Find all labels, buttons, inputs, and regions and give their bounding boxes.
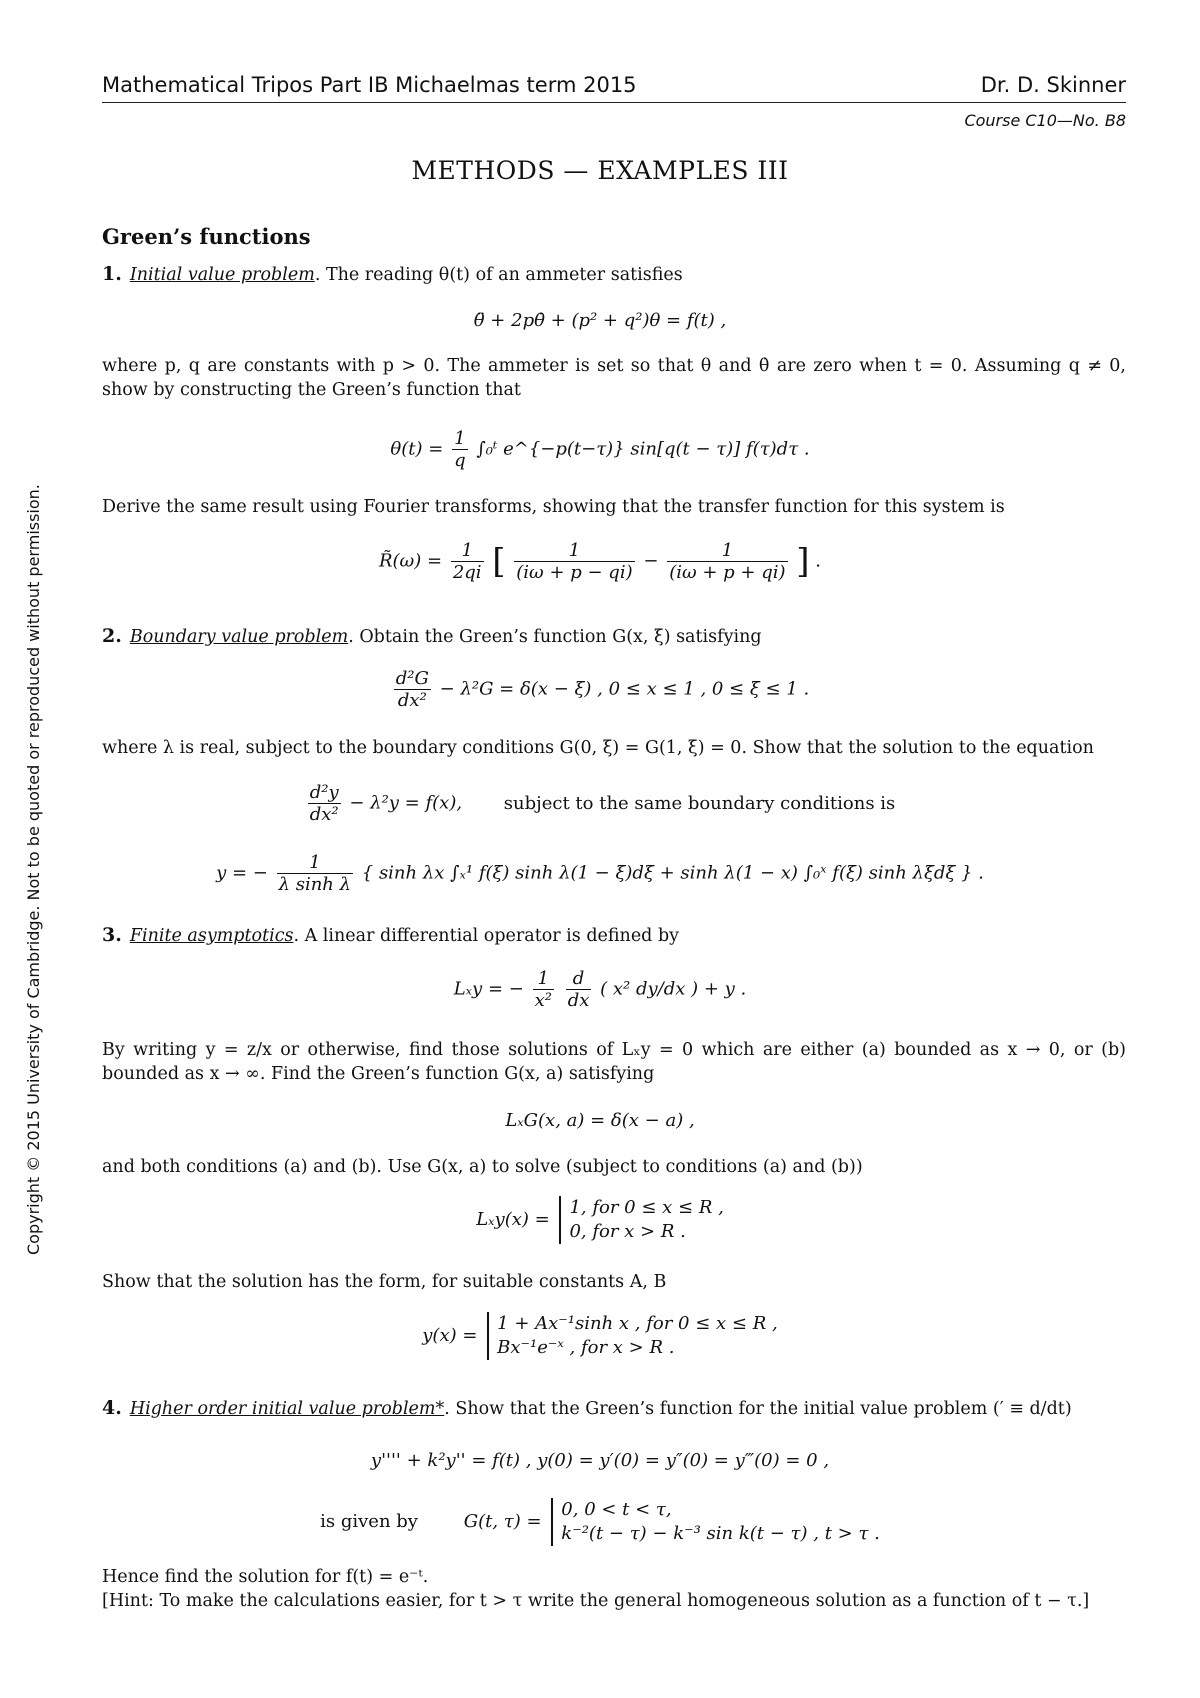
q2-eq2-rhs: − λ²y = f(x), — [349, 792, 463, 814]
q4-eq2-case-2: k⁻²(t − τ) − k⁻³ sin k(t − τ) , t > τ . — [561, 1523, 880, 1544]
q4-given-by: is given by — [320, 1511, 418, 1532]
q2-eq3-fraction — [277, 852, 353, 895]
q1-number: 1. — [102, 263, 122, 285]
q1-eq2-rhs: ∫₀ᵗ e^{−p(t−τ)} sin[q(t − τ)] f(τ)dτ . — [476, 438, 810, 460]
q3-eq1-d-den: dx — [567, 990, 590, 1011]
q3-eq1-fraction — [533, 968, 554, 1011]
q1-eq2-lhs: θ(t) = — [390, 438, 444, 460]
q2-eq3-den: λ sinh λ — [278, 874, 352, 895]
q4-eq2-case-1: 0, 0 < t < τ, — [561, 1499, 672, 1520]
q3-text-4: Show that the solution has the form, for suitable constants A, B — [102, 1272, 667, 1292]
q2-eq3-rhs: { sinh λx ∫ₓ¹ f(ξ) sinh λ(1 − ξ)dξ + sinh λ(1 − x) ∫₀ˣ f(ξ) sinh λξdξ } . — [361, 862, 984, 884]
q2-number: 2. — [102, 625, 122, 647]
q2-eq1-den: dx² — [394, 689, 431, 711]
header-author: Dr. D. Skinner — [980, 73, 1126, 97]
q1-eq3-den: 2qi — [452, 562, 482, 583]
q3-eq1-den: x² — [534, 990, 552, 1011]
q2-intro — [102, 624, 1126, 649]
q4-text-2: Hence find the solution for f(t) = e⁻ᵗ. — [102, 1567, 429, 1587]
q2-eq1-rhs: − λ²G = δ(x − ξ) , 0 ≤ x ≤ 1 , 0 ≤ ξ ≤ 1 . — [439, 678, 810, 700]
q3-eq4-case-2: Bx⁻¹e⁻ˣ , for x > R . — [497, 1337, 675, 1358]
q1-intro — [102, 262, 1126, 287]
q1-equation-1: θ̈ + 2pθ̇ + (p² + q²)θ = f(t) , — [473, 310, 727, 331]
q1-equation-2 — [0, 428, 1200, 471]
q3-text-2: By writing y = z/x or otherwise, find those solutions of Lₓy = 0 which are either (a) bounded as x → 0, or (b) bounded as x → ∞. Find the Green’s function G(x, a) satisfying — [102, 1040, 1126, 1084]
q2-eq3-lhs: y = − — [216, 862, 268, 884]
document-title: METHODS — EXAMPLES III — [411, 156, 789, 185]
section-title: Green’s functions — [102, 224, 311, 249]
q4-hint: [Hint: To make the calculations easier, for t > τ write the general homogeneous solution as a function of t − τ.] — [102, 1591, 1090, 1611]
q3-eq3-case-1: 1, for 0 ≤ x ≤ R , — [569, 1197, 724, 1218]
q2-eq1-num: d²G — [395, 668, 429, 689]
q1-eq3-b-num: 1 — [721, 540, 734, 561]
q1-eq3-term-a — [514, 540, 634, 583]
q4-eq2-lhs: G(t, τ) = — [463, 1511, 542, 1532]
q3-eq4-cases — [487, 1312, 778, 1360]
q2-equation-2 — [0, 782, 1200, 825]
q3-number: 3. — [102, 924, 122, 946]
q3-eq1-rhs: ( x² dy/dx ) + y . — [600, 978, 747, 1000]
q2-eq1-fraction — [394, 668, 431, 711]
q1-eq3-num: 1 — [461, 540, 473, 561]
q1-title: Initial value problem — [129, 265, 315, 285]
header-rule — [102, 102, 1126, 103]
q1-eq2-fraction — [452, 428, 468, 471]
q4-equation-2 — [0, 1498, 1200, 1546]
q1-eq3-fraction — [451, 540, 484, 583]
q1-eq2-den: q — [454, 450, 466, 471]
q2-equation-1 — [0, 668, 1200, 711]
q3-eq1-d-num: d — [572, 968, 585, 989]
q3-equation-1 — [0, 968, 1200, 1011]
q3-eq1-num: 1 — [537, 968, 549, 989]
course-code: Course C10—No. B8 — [964, 111, 1126, 130]
q2-eq3-num: 1 — [309, 852, 321, 873]
q1-eq2-num: 1 — [454, 428, 466, 449]
q3-text-3: and both conditions (a) and (b). Use G(x, a) to solve (subject to conditions (a) and (b)) — [102, 1157, 863, 1177]
q1-equation-3: R̃(ω) = $\frac{1}{2qi}$ [ $\frac{1}{(i\omega + p - qi)}$ − $\frac{1}{(i\omega + p + qi)}$ ] . — [378, 540, 821, 583]
q3-equation-2: LₓG(x, a) = δ(x − a) , — [505, 1110, 695, 1131]
q2-eq2-note: subject to the same boundary conditions is — [503, 792, 896, 814]
q2-eq2-fraction — [308, 782, 341, 825]
q3-eq1-lhs: Lₓy = − — [453, 978, 524, 1000]
q3-intro — [102, 923, 1126, 948]
q3-eq3-case-2: 0, for x > R . — [569, 1221, 686, 1242]
copyright-notice: Copyright © 2015 University of Cambridge. Not to be quoted or reproduced without permission. — [24, 484, 43, 1255]
q3-equation-3 — [0, 1196, 1200, 1244]
q2-text-2: where λ is real, subject to the boundary conditions G(0, ξ) = G(1, ξ) = 0. Show that the solution to the equation — [102, 738, 1094, 758]
q3-eq3-lhs: Lₓy(x) = — [476, 1209, 550, 1230]
q3-eq1-derivative — [566, 968, 592, 1011]
q4-intro — [102, 1396, 1126, 1421]
q1-eq3-a-num: 1 — [568, 540, 581, 561]
q3-eq3-cases — [559, 1196, 723, 1244]
q1-intro-text: . The reading θ(t) of an ammeter satisfies — [314, 265, 683, 285]
q4-eq2-cases — [551, 1498, 880, 1546]
q2-equation-3 — [0, 852, 1200, 895]
q1-eq3-lhs: R̃(ω) = — [378, 550, 443, 572]
q1-eq3-b-den: (iω + p + qi) — [669, 562, 786, 583]
q4-intro-text: . Show that the Green’s function for the initial value problem (′ ≡ d/dt) — [444, 1399, 1072, 1419]
q4-equation-1: y'''' + k²y'' = f(t) , y(0) = y′(0) = y″(0) = y‴(0) = 0 , — [370, 1450, 830, 1471]
q4-title: Higher order initial value problem* — [129, 1399, 445, 1419]
q1-text-2: where p, q are constants with p > 0. The ammeter is set so that θ and θ̇ are zero when t = 0. Assuming q ≠ 0, show by constructing the Green’s function that — [102, 356, 1126, 400]
q3-eq4-lhs: y(x) = — [422, 1325, 478, 1346]
q2-eq2-den: dx² — [308, 803, 341, 825]
header-course-title: Mathematical Tripos Part IB Michaelmas term 2015 — [102, 73, 637, 97]
q1-eq3-a-den: (iω + p − qi) — [516, 562, 633, 583]
q1-text-3: Derive the same result using Fourier transforms, showing that the transfer function for this system is — [102, 497, 1005, 517]
q3-eq4-case-1: 1 + Ax⁻¹sinh x , for 0 ≤ x ≤ R , — [497, 1313, 778, 1334]
q2-intro-text: . Obtain the Green’s function G(x, ξ) satisfying — [348, 627, 762, 647]
q1-eq3-term-b — [667, 540, 787, 583]
q2-title: Boundary value problem — [129, 627, 349, 647]
q2-eq2-num: d²y — [309, 782, 339, 803]
q3-equation-4 — [0, 1312, 1200, 1360]
q3-intro-text: . A linear differential operator is defined by — [293, 926, 680, 946]
q4-number: 4. — [102, 1397, 122, 1419]
q3-title: Finite asymptotics — [129, 926, 294, 946]
